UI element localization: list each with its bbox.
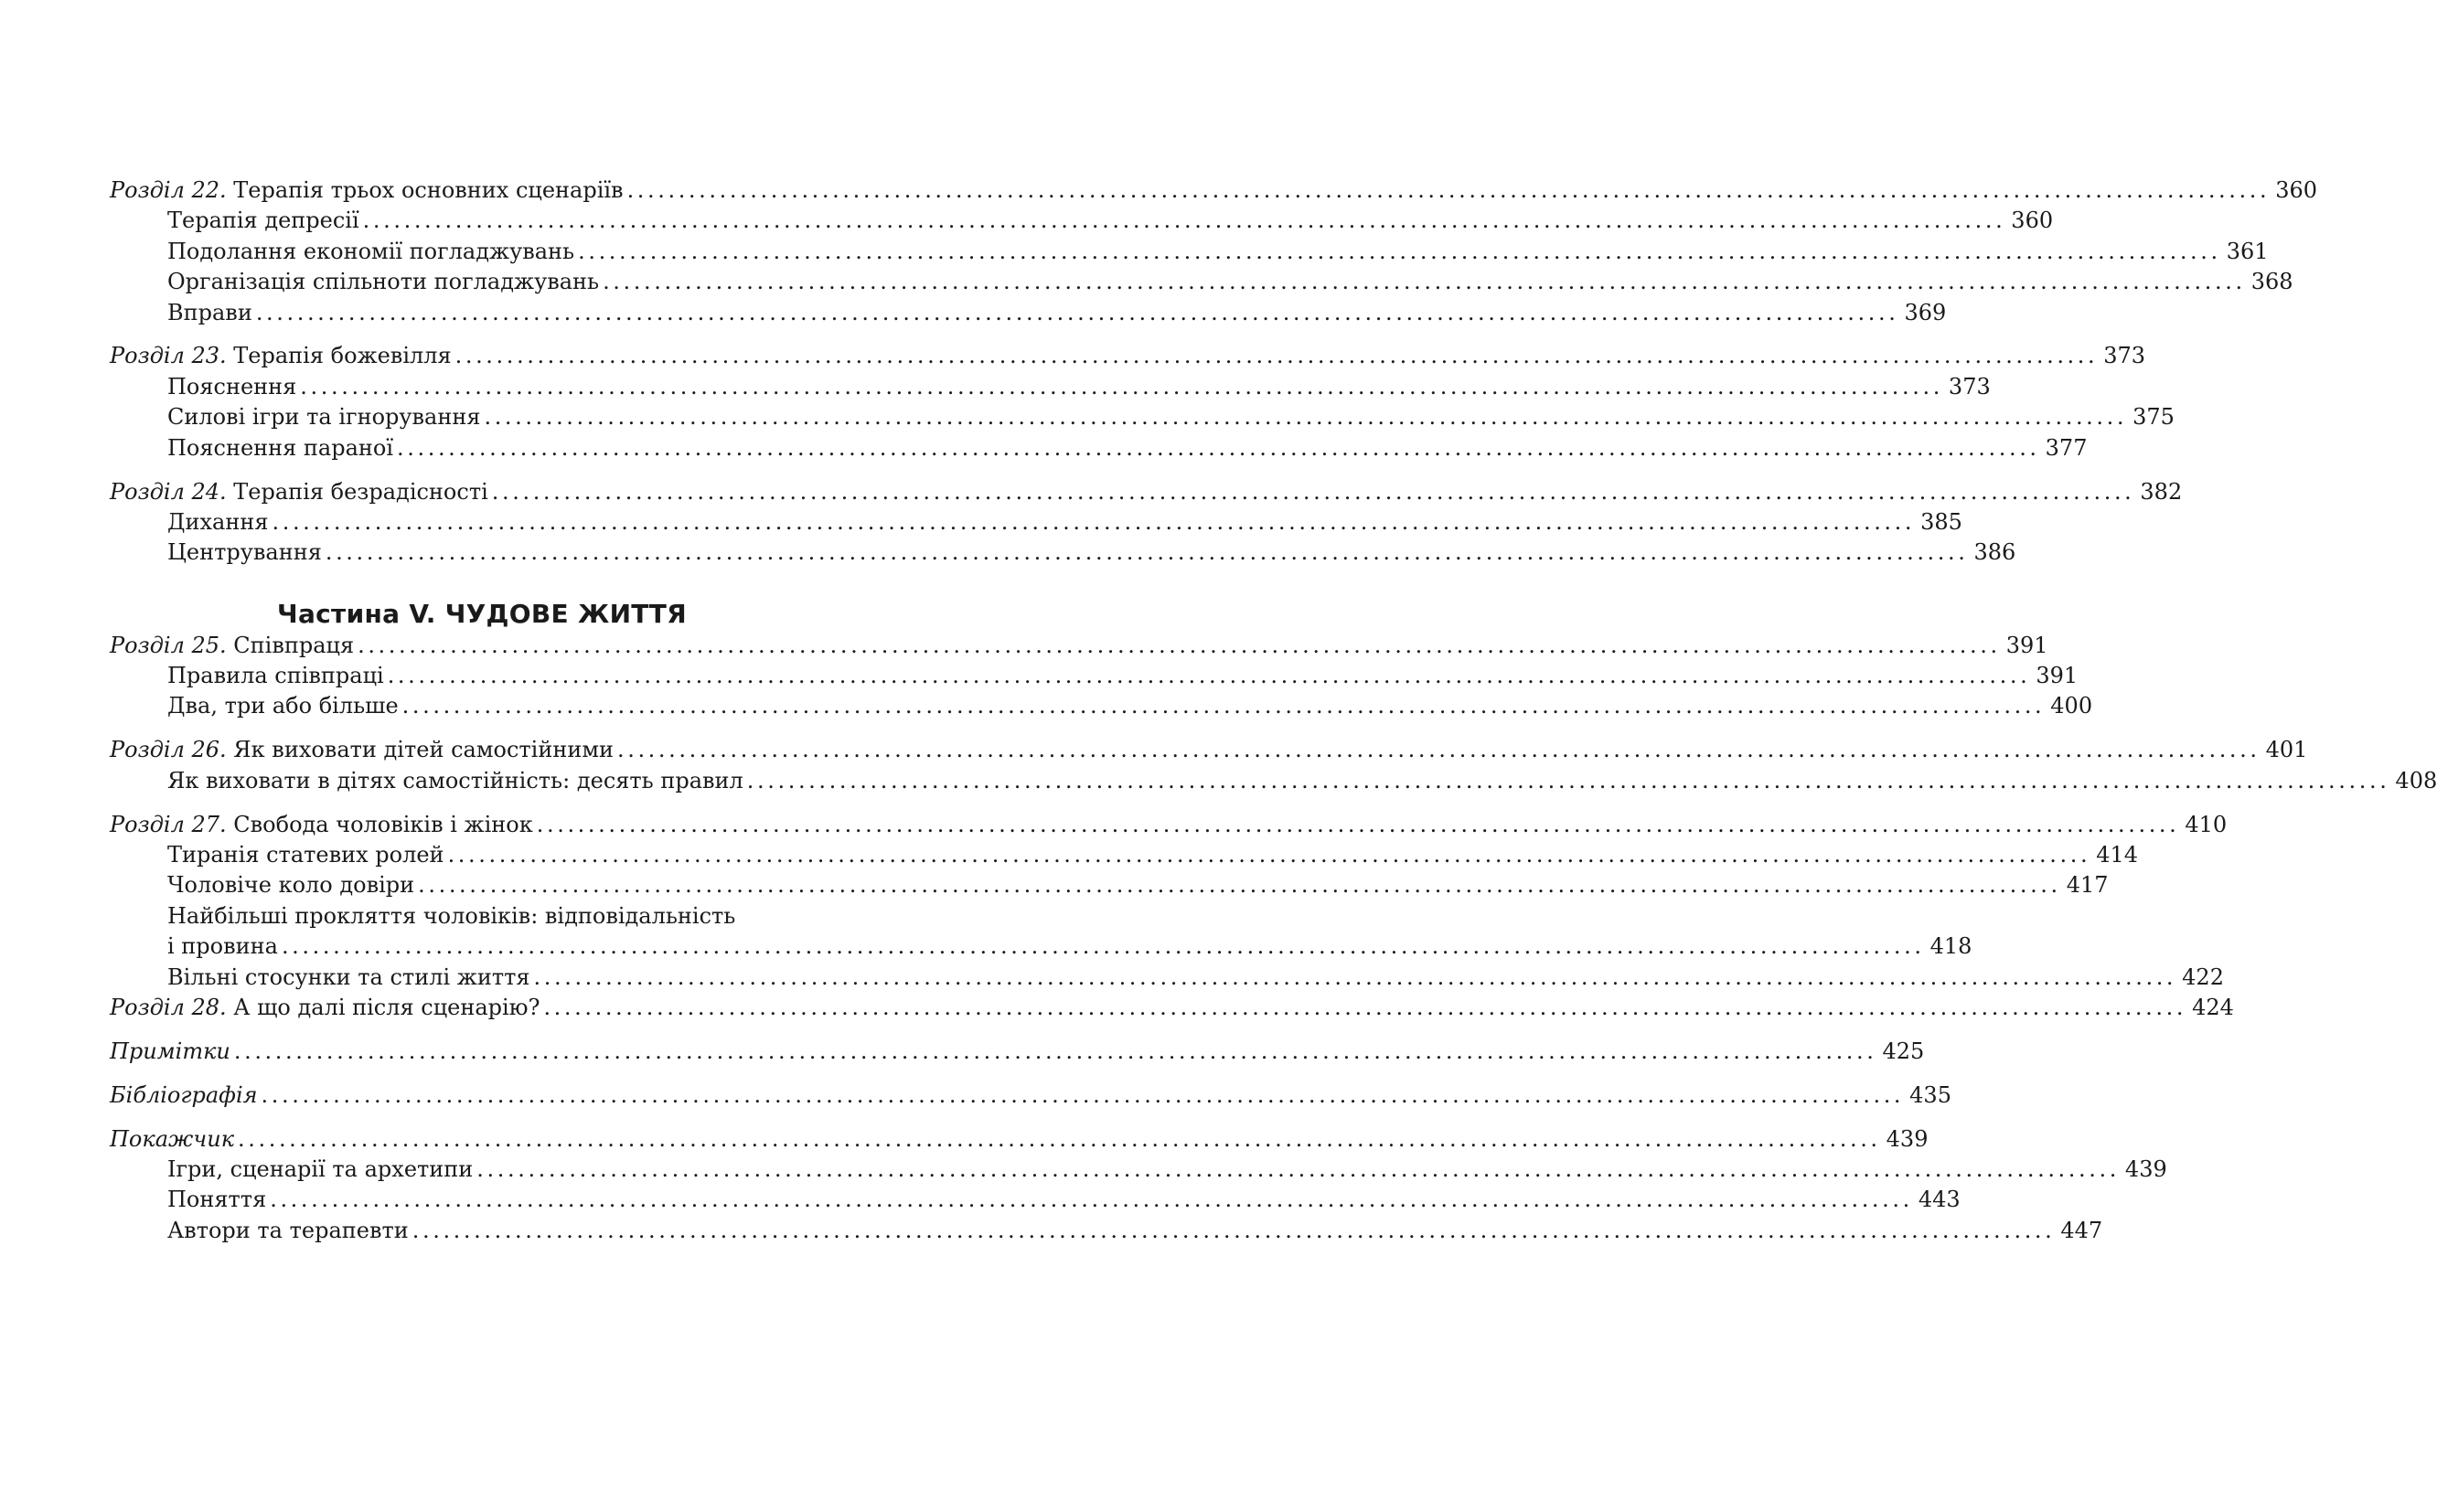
toc-label	[110, 341, 452, 371]
page-number: 422	[2182, 964, 2224, 990]
chapter-prefix: Розділ 27.	[110, 811, 227, 837]
toc-subentry	[110, 372, 1991, 402]
page-number: 368	[2250, 269, 2293, 295]
page-number: 435	[1909, 1081, 1951, 1108]
chapter-title: Як виховати дітей самостійними	[233, 737, 614, 763]
page-number: 391	[2005, 632, 2048, 658]
page-number: 443	[1918, 1187, 1961, 1213]
toc-label	[110, 176, 624, 206]
dot-leader: ................................................................................................................................................................	[447, 842, 2091, 868]
dot-leader: ................................................................................................................................................................	[397, 434, 2040, 461]
toc-subentry	[110, 840, 2138, 870]
chapter-prefix: Розділ 23.	[110, 343, 227, 369]
subentry-title: Дихання	[167, 508, 269, 535]
page-number: 360	[2275, 177, 2317, 203]
toc-label	[110, 810, 533, 840]
page-number: 377	[2045, 434, 2088, 461]
page-number: 400	[2050, 693, 2093, 719]
subentry-title: Вільні стосунки та стилі життя	[167, 964, 530, 990]
dot-leader: ................................................................................................................................................................	[238, 1125, 1881, 1152]
toc-label	[110, 631, 354, 661]
dot-leader: ................................................................................................................................................................	[491, 478, 2135, 505]
subentry-title: Два, три або більше	[167, 693, 399, 719]
toc-subentry	[110, 661, 2079, 691]
toc-bibliography	[110, 1081, 1951, 1111]
subentry-title: Пояснення	[167, 373, 297, 399]
toc-subentry	[110, 298, 1947, 328]
dot-leader: ................................................................................................................................................................	[536, 811, 2180, 837]
dot-leader: ................................................................................................................................................................	[484, 404, 2128, 431]
dot-leader: ................................................................................................................................................................	[300, 373, 1943, 399]
chapter-prefix: Розділ 25.	[110, 632, 227, 658]
toc-chapter-27	[110, 810, 2228, 840]
toc-subentry	[110, 507, 1962, 538]
toc-subentry	[110, 538, 2016, 568]
toc-subentry	[110, 402, 2175, 432]
dot-leader: ................................................................................................................................................................	[261, 1081, 1905, 1108]
page-number: 439	[1886, 1125, 1929, 1152]
toc-subentry	[110, 1185, 1961, 1215]
toc-label	[110, 735, 614, 765]
table-of-contents	[110, 176, 2437, 1246]
page-number: 386	[1973, 539, 2016, 566]
part-heading: Частина V. ЧУДОВЕ ЖИТТЯ	[277, 598, 687, 629]
toc-subentry	[110, 1155, 2167, 1185]
chapter-title: Терапія безрадісності	[233, 478, 488, 505]
page-number: 425	[1882, 1038, 1925, 1064]
page-number: 361	[2226, 238, 2269, 264]
dot-leader: ................................................................................................................................................................	[401, 693, 2046, 719]
toc-subentry	[110, 691, 2093, 721]
section-title: Покажчик	[110, 1125, 235, 1152]
spacer	[110, 1111, 818, 1124]
chapter-title: Терапія божевілля	[233, 343, 452, 369]
toc-subentry	[110, 870, 2109, 900]
dot-leader: ................................................................................................................................................................	[362, 208, 2006, 234]
subentry-title: Чоловіче коло довіри	[167, 872, 415, 899]
chapter-title: А що далі після сценарію?	[233, 994, 540, 1020]
spacer	[110, 1067, 818, 1081]
subentry-title: Пояснення параної	[167, 434, 394, 461]
subentry-title: Організація спільноти погладжувань	[167, 269, 600, 295]
toc-subentry	[110, 963, 2224, 993]
subentry-title: Як виховати в дітях самостійність: десять правил	[167, 767, 743, 793]
spacer	[110, 328, 818, 342]
chapter-title: Терапія трьох основних сценаріїв	[233, 177, 624, 203]
page-number: 369	[1904, 299, 1947, 325]
chapter-prefix: Розділ 22.	[110, 177, 227, 203]
toc-chapter-22	[110, 176, 2317, 206]
page-number: 418	[1929, 933, 1972, 960]
dot-leader: ................................................................................................................................................................	[281, 933, 1925, 960]
dot-leader: ................................................................................................................................................................	[476, 1156, 2120, 1183]
chapter-prefix: Розділ 26.	[110, 737, 227, 763]
dot-leader: ................................................................................................................................................................	[255, 299, 1899, 325]
subentry-title: Ігри, сценарії та архетипи	[167, 1156, 474, 1183]
chapter-prefix: Розділ 28.	[110, 994, 227, 1020]
spacer	[110, 1023, 818, 1037]
page-number: 410	[2185, 811, 2228, 837]
dot-leader: ................................................................................................................................................................	[617, 737, 2261, 763]
subentry-title: Правила співпраці	[167, 663, 384, 689]
dot-leader: ................................................................................................................................................................	[272, 508, 1916, 535]
toc-subentry	[110, 237, 2269, 267]
dot-leader: ................................................................................................................................................................	[270, 1187, 1913, 1213]
toc-subentry	[110, 267, 2293, 297]
dot-leader: ................................................................................................................................................................	[578, 238, 2221, 264]
dot-leader: ................................................................................................................................................................	[233, 1038, 1877, 1064]
chapter-title: Свобода чоловіків і жінок	[233, 811, 533, 837]
dot-leader: ................................................................................................................................................................	[543, 994, 2187, 1020]
page-number: 391	[2036, 663, 2079, 689]
toc-subentry	[110, 433, 2088, 463]
toc-subentry	[110, 766, 2437, 796]
subentry-title: Автори та терапевти	[167, 1217, 409, 1243]
toc-subentry-line2	[110, 932, 1972, 962]
subentry-title: Вправи	[167, 299, 252, 325]
subentry-title: Найбільші прокляття чоловіків: відповідальність	[167, 902, 736, 929]
page-number: 408	[2395, 767, 2437, 793]
dot-leader: ................................................................................................................................................................	[412, 1217, 2056, 1243]
toc-subentry-line1	[110, 901, 818, 932]
toc-chapter-25	[110, 631, 2048, 661]
toc-subentry	[110, 1216, 2103, 1246]
page-number: 401	[2265, 737, 2308, 763]
page-number: 373	[1948, 373, 1991, 399]
page-number: 439	[2124, 1156, 2167, 1183]
toc-chapter-28	[110, 993, 2234, 1023]
spacer	[110, 722, 818, 736]
subentry-title: Терапія депресії	[167, 208, 359, 234]
page-number: 375	[2132, 404, 2175, 431]
toc-label	[110, 993, 540, 1023]
toc-subentry	[110, 206, 2054, 236]
dot-leader: ................................................................................................................................................................	[387, 663, 2031, 689]
page-number: 373	[2103, 343, 2146, 369]
toc-chapter-23	[110, 341, 2146, 371]
page-number: 447	[2060, 1217, 2103, 1243]
page-number: 382	[2140, 478, 2183, 505]
chapter-prefix: Розділ 24.	[110, 478, 227, 505]
toc-label	[110, 477, 488, 507]
page-number: 360	[2011, 208, 2054, 234]
section-title: Бібліографія	[110, 1081, 258, 1108]
dot-leader: ................................................................................................................................................................	[418, 872, 2061, 899]
subentry-title: Тиранія статевих ролей	[167, 842, 444, 868]
dot-leader: ................................................................................................................................................................	[358, 632, 2001, 658]
page-number: 424	[2192, 994, 2234, 1020]
toc-notes	[110, 1037, 1925, 1067]
subentry-title: Поняття	[167, 1187, 267, 1213]
section-title: Примітки	[110, 1038, 230, 1064]
subentry-title: і провина	[167, 933, 278, 960]
dot-leader: ................................................................................................................................................................	[533, 964, 2177, 990]
spacer	[110, 796, 818, 810]
spacer	[110, 463, 818, 477]
subentry-title: Силові ігри та ігнорування	[167, 404, 481, 431]
subentry-title: Центрування	[167, 539, 322, 566]
chapter-title: Співпраця	[233, 632, 355, 658]
toc-chapter-24	[110, 477, 2183, 507]
subentry-title: Подолання економії погладжувань	[167, 238, 575, 264]
dot-leader: ................................................................................................................................................................	[603, 269, 2246, 295]
toc-chapter-26	[110, 735, 2308, 765]
dot-leader: ................................................................................................................................................................	[454, 343, 2099, 369]
toc-index	[110, 1124, 1929, 1155]
page-number: 385	[1920, 508, 1962, 535]
dot-leader: ................................................................................................................................................................	[626, 177, 2271, 203]
page-number: 414	[2096, 842, 2138, 868]
page-number: 417	[2066, 872, 2109, 899]
dot-leader: ................................................................................................................................................................	[746, 767, 2390, 793]
dot-leader: ................................................................................................................................................................	[325, 539, 1969, 566]
